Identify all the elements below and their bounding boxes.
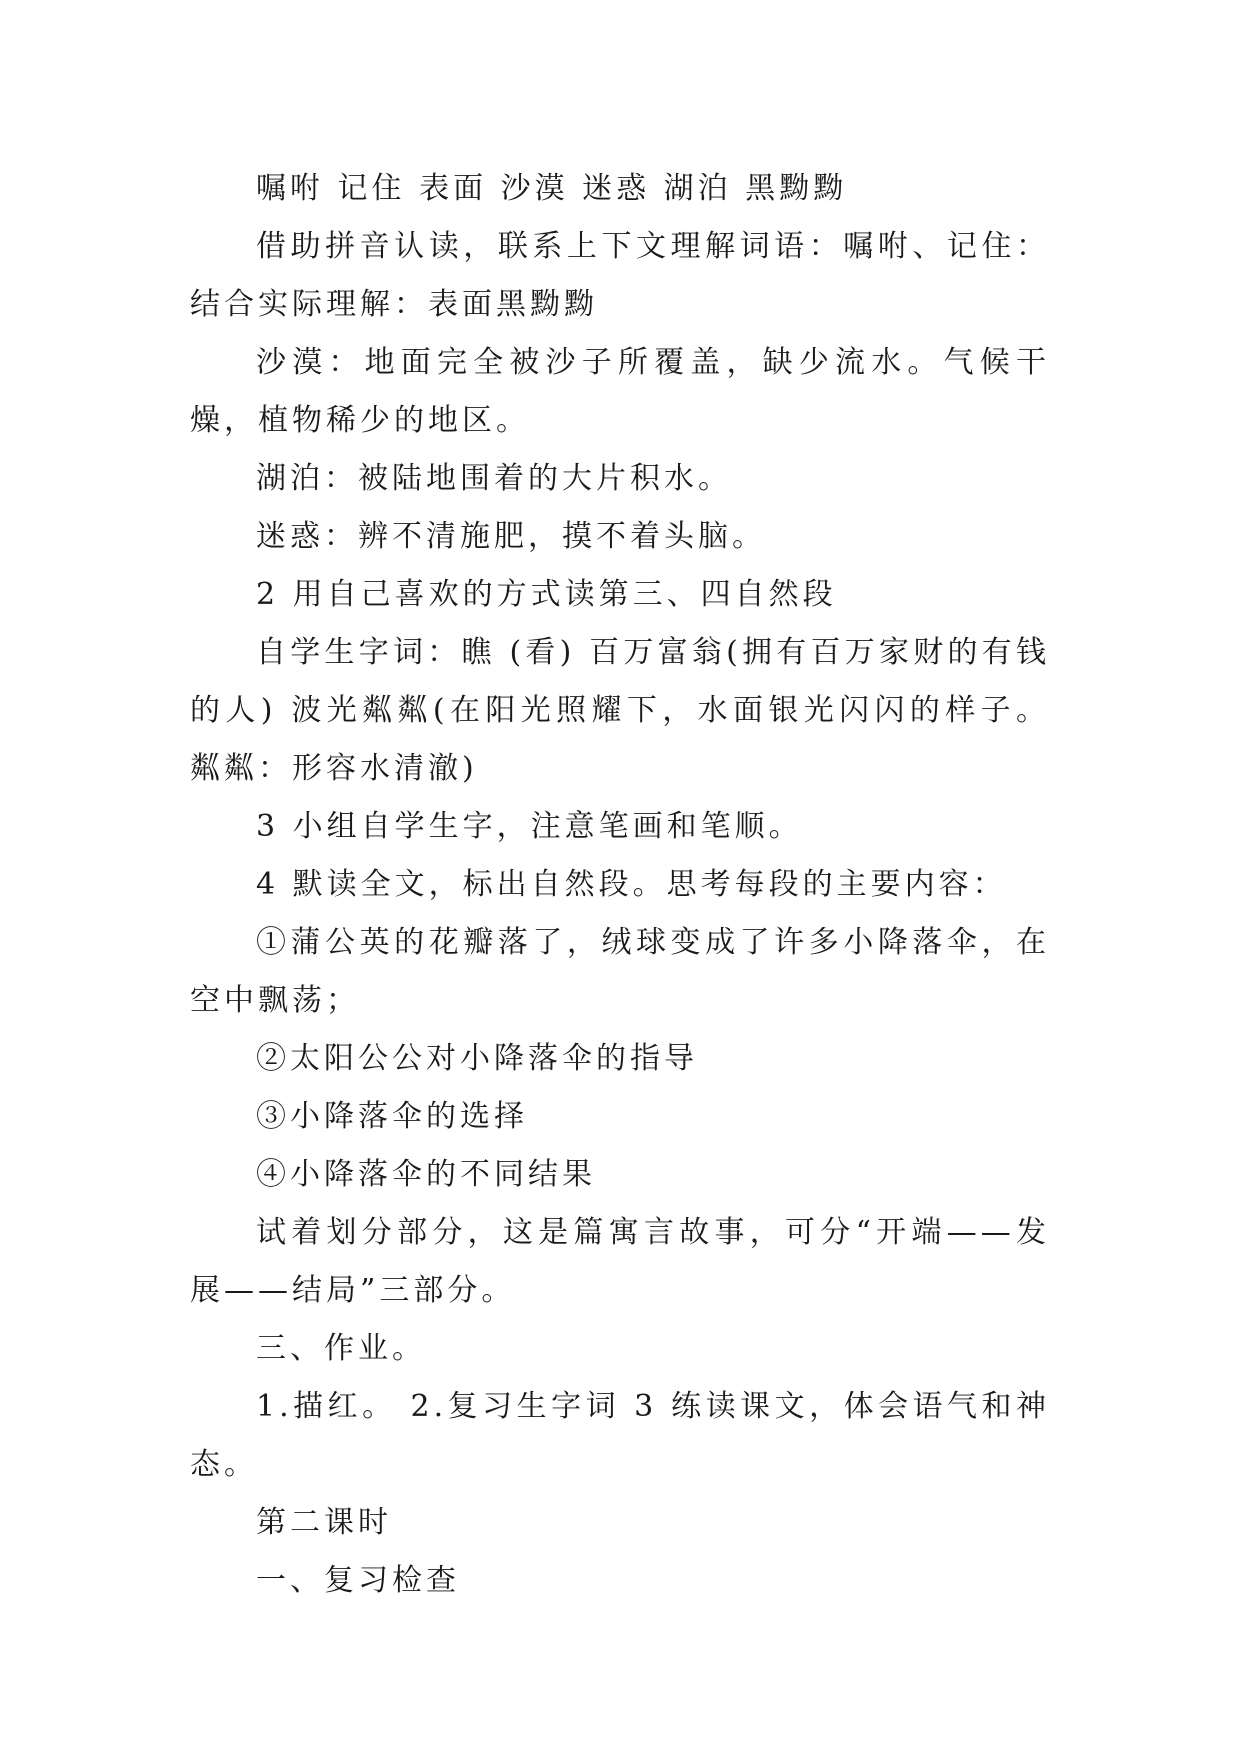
paragraph-desert-definition: 沙漠：地面完全被沙子所覆盖，缺少流水。气候干燥，植物稀少的地区。 (190, 345, 1050, 438)
paragraph-point-4: ④小降落伞的不同结果 (256, 1157, 596, 1192)
paragraph-step-2: 2 用自己喜欢的方式读第三、四自然段 (256, 577, 837, 612)
paragraph-point-2: ②太阳公公对小降落伞的指导 (256, 1041, 698, 1076)
paragraph-word-understanding: 借助拼音认读，联系上下文理解词语：嘱咐、记住：结合实际理解：表面黑黝黝 (190, 229, 1050, 322)
document-body (190, 160, 1050, 1610)
paragraph-point-1: ①蒲公英的花瓣落了，绒球变成了许多小降落伞，在空中飘荡； (190, 925, 1050, 1018)
section-heading-second-lesson: 第二课时 (256, 1505, 392, 1540)
paragraph-homework-items: 1.描红。 2.复习生字词 3 练读课文，体会语气和神态。 (190, 1389, 1050, 1482)
paragraph-confused-definition: 迷惑：辨不清施肥，摸不着头脑。 (256, 519, 766, 554)
section-heading-homework: 三、作业。 (256, 1331, 426, 1366)
paragraph-step-3: 3 小组自学生字，注意笔画和笔顺。 (256, 809, 803, 844)
paragraph-vocabulary-list: 嘱咐 记住 表面 沙漠 迷惑 湖泊 黑黝黝 (256, 171, 848, 206)
paragraph-point-3: ③小降落伞的选择 (256, 1099, 528, 1134)
paragraph-step-4: 4 默读全文，标出自然段。思考每段的主要内容： (256, 867, 1007, 902)
paragraph-self-study-words: 自学生字词：瞧 (看) 百万富翁(拥有百万家财的有钱的人) 波光粼粼(在阳光照耀下，水面银光闪闪的样子。粼粼：形容水清澈) (190, 635, 1050, 786)
paragraph-structure: 试着划分部分，这是篇寓言故事，可分“开端——发展——结局”三部分。 (190, 1215, 1050, 1308)
paragraph-lake-definition: 湖泊：被陆地围着的大片积水。 (256, 461, 732, 496)
section-heading-review: 一、复习检查 (256, 1563, 460, 1598)
